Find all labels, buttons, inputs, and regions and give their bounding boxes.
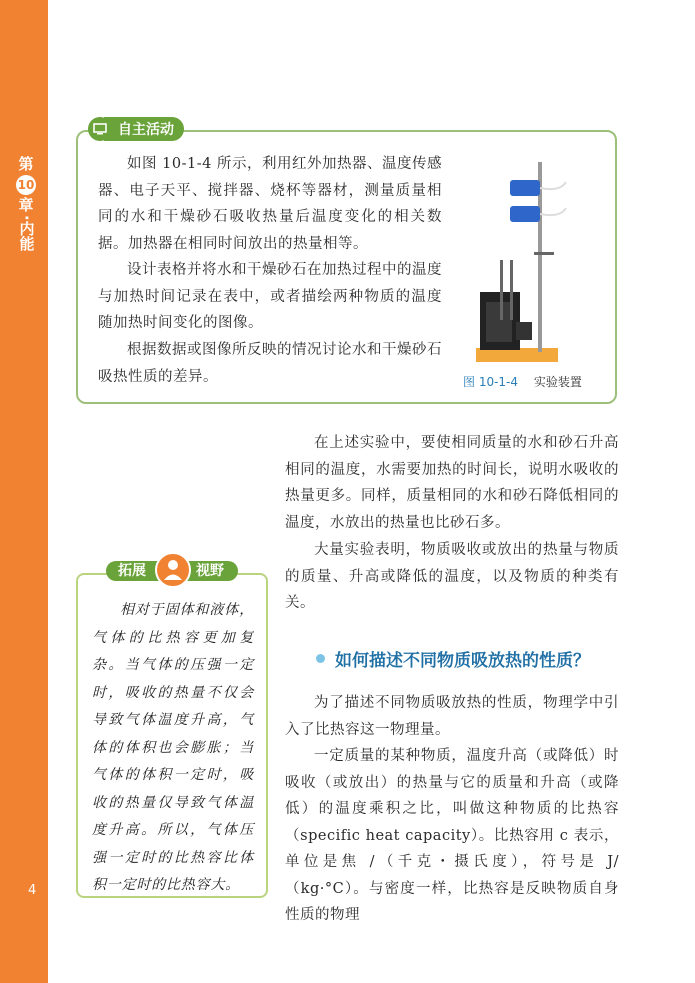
activity-paragraph-3: 根据数据或图像所反映的情况讨论水和干燥砂石吸热性质的差异。 [98, 342, 442, 385]
chapter-title: ·内能 [17, 215, 36, 251]
activity-paragraph-2: 设计表格并将水和干燥砂石在加热过程中的温度与加热时间记录在表中，或者描绘两种物质的温度随加热时间变化的图像。 [98, 262, 442, 331]
chapter-suffix: 章 [18, 196, 34, 214]
main-paragraph-1: 在上述实验中，要使相同质量的水和砂石升高相同的温度，水需要加热的时间长，说明水吸收的热量更多。同样，质量相同的水和砂石降低相同的温度，水放出的热量也比砂石多。 [285, 435, 619, 531]
computer-icon [88, 117, 112, 141]
activity-paragraph-1: 如图 10-1-4 所示，利用红外加热器、温度传感器、电子天平、搅拌器、烧杯等器材，测量质量相同的水和干燥砂石吸收热量后温度变化的相关数据。加热器在相同时间放出的热量相等。 [98, 156, 442, 252]
extension-text: 相对于固体和液体，气体的比热容更加复杂。当气体的压强一定时，吸收的热量不仅会导致气体温度升高，气体的体积也会膨胀；当气体的体积一定时，吸收的热量仅导致气体温度升高。所以，气体压强一定时的比热容比体积一定时的比热容大。 [92, 602, 254, 893]
chapter-label [14, 155, 38, 251]
extension-tag [106, 552, 238, 588]
extension-tag-left: 拓展 [118, 563, 146, 579]
figure-number: 图 10-1-4 [463, 375, 519, 389]
figure-caption [463, 373, 582, 390]
activity-tag [88, 117, 184, 140]
bullet-dot-icon [316, 654, 325, 663]
activity-tag-label: 自主活动 [104, 117, 184, 141]
section-heading [316, 646, 590, 671]
chapter-sidebar [0, 0, 48, 983]
main-paragraph-3: 为了描述不同物质吸放热的性质，物理学中引入了比热容这一物理量。 [285, 695, 619, 738]
extension-tag-right: 视野 [196, 563, 224, 579]
chapter-prefix: 第 [18, 155, 34, 173]
page-number: 4 [28, 883, 37, 898]
chapter-number: 10 [16, 175, 36, 195]
person-icon [155, 552, 191, 588]
figure-title: 实验装置 [533, 375, 582, 389]
main-paragraph-4: 一定质量的某种物质，温度升高（或降低）时吸收（或放出）的热量与它的质量和升高（或降低）的温度乘积之比，叫做这种物质的比热容（specific heat capacity）。比热容用 c 表示，单位是焦 /（千克・摄氏度），符号是 J/（kg·°C）。与密度一样，比热容是反映物质自身性质的物理 [285, 748, 619, 923]
lab-setup-photo [470, 152, 580, 368]
main-paragraph-2: 大量实验表明，物质吸收或放出的热量与物质的质量、升高或降低的温度，以及物质的种类有关。 [285, 542, 619, 611]
section-heading-text: 如何描述不同物质吸放热的性质？ [335, 651, 590, 671]
